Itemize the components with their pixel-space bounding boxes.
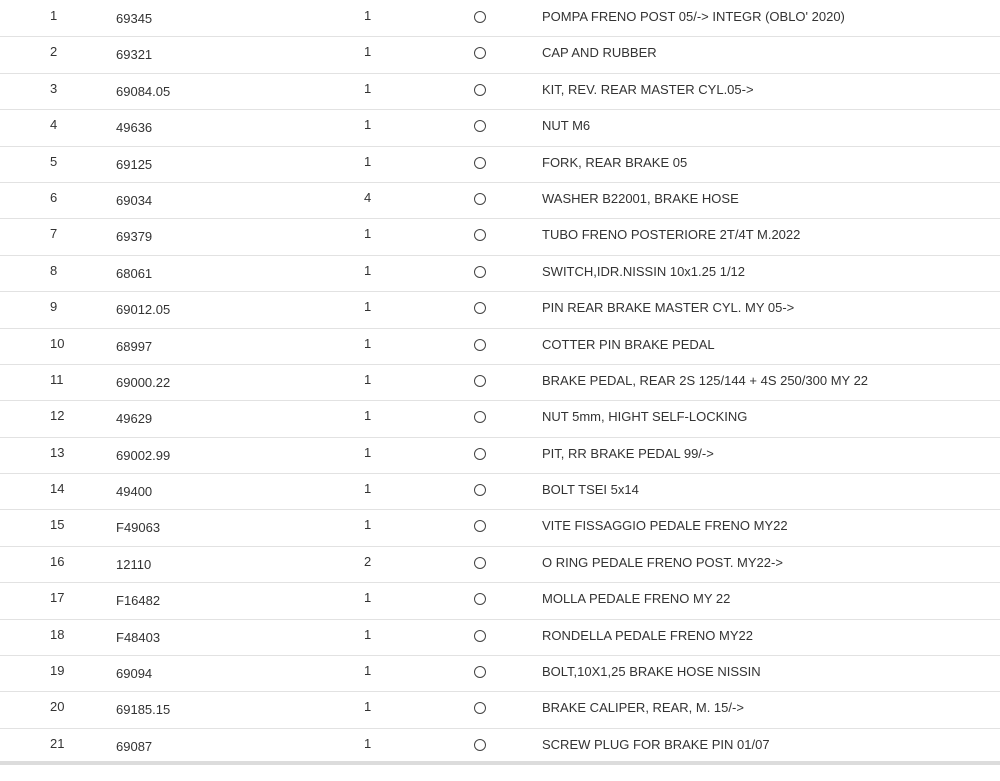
select-radio[interactable] — [474, 84, 486, 96]
select-radio[interactable] — [474, 520, 486, 532]
description-cell: NUT M6 — [542, 118, 591, 134]
table-row — [0, 110, 1000, 146]
position-cell: 13 — [50, 444, 65, 460]
description-cell: BOLT TSEI 5x14 — [542, 482, 639, 498]
table-row — [0, 147, 1000, 183]
position-cell: 18 — [50, 626, 65, 642]
part-code-cell: 69002.99 — [116, 447, 171, 463]
radio-circle-icon[interactable] — [474, 520, 486, 532]
quantity-cell: 4 — [364, 189, 372, 205]
radio-circle-icon[interactable] — [474, 47, 486, 59]
part-code-cell: 69379 — [116, 229, 153, 245]
description-cell: SCREW PLUG FOR BRAKE PIN 01/07 — [542, 736, 770, 752]
position-cell: 5 — [50, 153, 58, 169]
quantity-cell: 1 — [364, 335, 372, 351]
radio-circle-icon[interactable] — [474, 120, 486, 132]
select-radio[interactable] — [474, 47, 486, 59]
description-cell: WASHER B22001, BRAKE HOSE — [542, 190, 739, 206]
select-radio[interactable] — [474, 302, 486, 314]
radio-circle-icon[interactable] — [474, 448, 486, 460]
position-cell: 8 — [50, 262, 58, 278]
table-row — [0, 365, 1000, 401]
part-code-cell: 69345 — [116, 11, 153, 26]
description-cell: CAP AND RUBBER — [542, 45, 657, 61]
table-row — [0, 219, 1000, 255]
radio-circle-icon[interactable] — [474, 375, 486, 387]
quantity-cell: 1 — [364, 226, 372, 242]
table-row — [0, 401, 1000, 437]
position-cell: 14 — [50, 481, 65, 497]
select-radio[interactable] — [474, 593, 486, 605]
select-radio[interactable] — [474, 666, 486, 678]
select-radio[interactable] — [474, 157, 486, 169]
position-cell: 7 — [50, 226, 58, 242]
select-radio[interactable] — [474, 266, 486, 278]
description-cell: O RING PEDALE FRENO POST. MY22-> — [542, 554, 783, 570]
quantity-cell: 1 — [364, 699, 372, 715]
description-cell: BRAKE PEDAL, REAR 2S 125/144 + 4S 250/300 MY 22 — [542, 372, 869, 388]
quantity-cell: 1 — [364, 299, 372, 315]
description-cell: POMPA FRENO POST 05/-> INTEGR (OBLO' 2020) — [542, 9, 845, 24]
part-code-cell: 12110 — [116, 556, 152, 572]
position-cell: 20 — [50, 699, 65, 715]
part-code-cell: F16482 — [116, 593, 161, 609]
table-row — [0, 438, 1000, 474]
table-row — [0, 183, 1000, 219]
table-row — [0, 692, 1000, 728]
part-code-cell: 69125 — [116, 156, 153, 172]
part-code-cell: 49400 — [116, 484, 153, 500]
description-cell: SWITCH,IDR.NISSIN 10x1.25 1/12 — [542, 263, 746, 279]
quantity-cell: 1 — [364, 80, 372, 96]
quantity-cell: 1 — [364, 117, 372, 133]
part-code-cell: 69084.05 — [116, 83, 171, 99]
quantity-cell: 1 — [364, 262, 372, 278]
position-cell: 12 — [50, 408, 65, 424]
description-cell: FORK, REAR BRAKE 05 — [542, 154, 688, 170]
radio-circle-icon[interactable] — [474, 193, 486, 205]
radio-circle-icon[interactable] — [474, 739, 486, 751]
table-row — [0, 292, 1000, 328]
table-row — [0, 329, 1000, 365]
radio-circle-icon[interactable] — [474, 666, 486, 678]
quantity-cell: 1 — [364, 8, 372, 23]
radio-circle-icon[interactable] — [474, 266, 486, 278]
quantity-cell: 1 — [364, 444, 372, 460]
table-row — [0, 37, 1000, 73]
description-cell: COTTER PIN BRAKE PEDAL — [542, 336, 715, 352]
select-radio[interactable] — [474, 557, 486, 569]
select-radio[interactable] — [474, 120, 486, 132]
part-code-cell: 69034 — [116, 192, 153, 208]
radio-circle-icon[interactable] — [474, 702, 486, 714]
quantity-cell: 1 — [364, 590, 372, 606]
part-code-cell: 68061 — [116, 265, 153, 281]
part-code-cell: F48403 — [116, 629, 161, 645]
position-cell: 4 — [50, 117, 58, 133]
part-code-cell: 69321 — [116, 47, 153, 63]
quantity-cell: 1 — [364, 481, 372, 497]
quantity-cell: 1 — [364, 626, 372, 642]
table-row — [0, 547, 1000, 583]
part-code-cell: 68997 — [116, 338, 153, 354]
radio-circle-icon[interactable] — [474, 630, 486, 642]
table-row — [0, 510, 1000, 546]
quantity-cell: 1 — [364, 663, 372, 679]
table-row — [0, 1, 1000, 37]
select-radio[interactable] — [474, 702, 486, 714]
select-radio[interactable] — [474, 630, 486, 642]
description-cell: NUT 5mm, HIGHT SELF-LOCKING — [542, 409, 748, 425]
position-cell: 11 — [50, 371, 64, 387]
select-radio[interactable] — [474, 484, 486, 496]
radio-circle-icon[interactable] — [474, 11, 486, 23]
position-cell: 16 — [50, 553, 65, 569]
description-cell: KIT, REV. REAR MASTER CYL.05-> — [542, 81, 754, 97]
table-row — [0, 474, 1000, 510]
quantity-cell: 1 — [364, 153, 372, 169]
position-cell: 3 — [50, 80, 58, 96]
part-code-cell: 49629 — [116, 411, 153, 427]
select-radio[interactable] — [474, 375, 486, 387]
radio-circle-icon[interactable] — [474, 339, 486, 351]
table-row — [0, 620, 1000, 656]
description-cell: MOLLA PEDALE FRENO MY 22 — [542, 591, 731, 607]
description-cell: RONDELLA PEDALE FRENO MY22 — [542, 627, 753, 643]
position-cell: 2 — [50, 44, 58, 60]
part-code-cell: 69087 — [116, 738, 153, 754]
radio-circle-icon[interactable] — [474, 593, 486, 605]
select-radio[interactable] — [474, 193, 486, 205]
table-row — [0, 583, 1000, 619]
radio-circle-icon[interactable] — [474, 84, 486, 96]
description-cell: VITE FISSAGGIO PEDALE FRENO MY22 — [542, 518, 788, 534]
select-radio[interactable] — [474, 739, 486, 751]
description-cell: PIT, RR BRAKE PEDAL 99/-> — [542, 445, 714, 461]
part-code-cell: 69185.15 — [116, 702, 171, 718]
table-row — [0, 74, 1000, 110]
part-code-cell: 69094 — [116, 666, 153, 682]
part-code-cell: 69012.05 — [116, 302, 171, 318]
part-code-cell: 69000.22 — [116, 374, 171, 390]
radio-circle-icon[interactable] — [474, 302, 486, 314]
position-cell: 19 — [50, 663, 65, 679]
part-code-cell: 49636 — [116, 120, 153, 136]
position-cell: 10 — [50, 335, 65, 351]
quantity-cell: 1 — [364, 517, 372, 533]
quantity-cell: 1 — [364, 408, 372, 424]
description-cell: BRAKE CALIPER, REAR, M. 15/-> — [542, 700, 744, 716]
quantity-cell: 1 — [364, 371, 372, 387]
position-cell: 1 — [50, 8, 58, 23]
table-row — [0, 656, 1000, 692]
select-radio[interactable] — [474, 229, 486, 241]
select-radio[interactable] — [474, 11, 486, 23]
quantity-cell: 2 — [364, 553, 372, 569]
select-radio[interactable] — [474, 411, 486, 423]
radio-circle-icon[interactable] — [474, 157, 486, 169]
select-radio[interactable] — [474, 448, 486, 460]
radio-circle-icon[interactable] — [474, 484, 486, 496]
quantity-cell: 1 — [364, 44, 372, 60]
select-radio[interactable] — [474, 339, 486, 351]
quantity-cell: 1 — [364, 735, 372, 751]
part-code-cell: F49063 — [116, 520, 161, 536]
description-cell: BOLT,10X1,25 BRAKE HOSE NISSIN — [542, 664, 761, 680]
position-cell: 15 — [50, 517, 65, 533]
table-row — [0, 256, 1000, 292]
table-row — [0, 729, 1000, 765]
position-cell: 9 — [50, 299, 58, 315]
description-cell: PIN REAR BRAKE MASTER CYL. MY 05-> — [542, 300, 795, 316]
radio-circle-icon[interactable] — [474, 557, 486, 569]
position-cell: 6 — [50, 189, 58, 205]
radio-circle-icon[interactable] — [474, 411, 486, 423]
position-cell: 21 — [50, 735, 65, 751]
position-cell: 17 — [50, 590, 65, 606]
description-cell: TUBO FRENO POSTERIORE 2T/4T M.2022 — [542, 227, 801, 243]
radio-circle-icon[interactable] — [474, 229, 486, 241]
